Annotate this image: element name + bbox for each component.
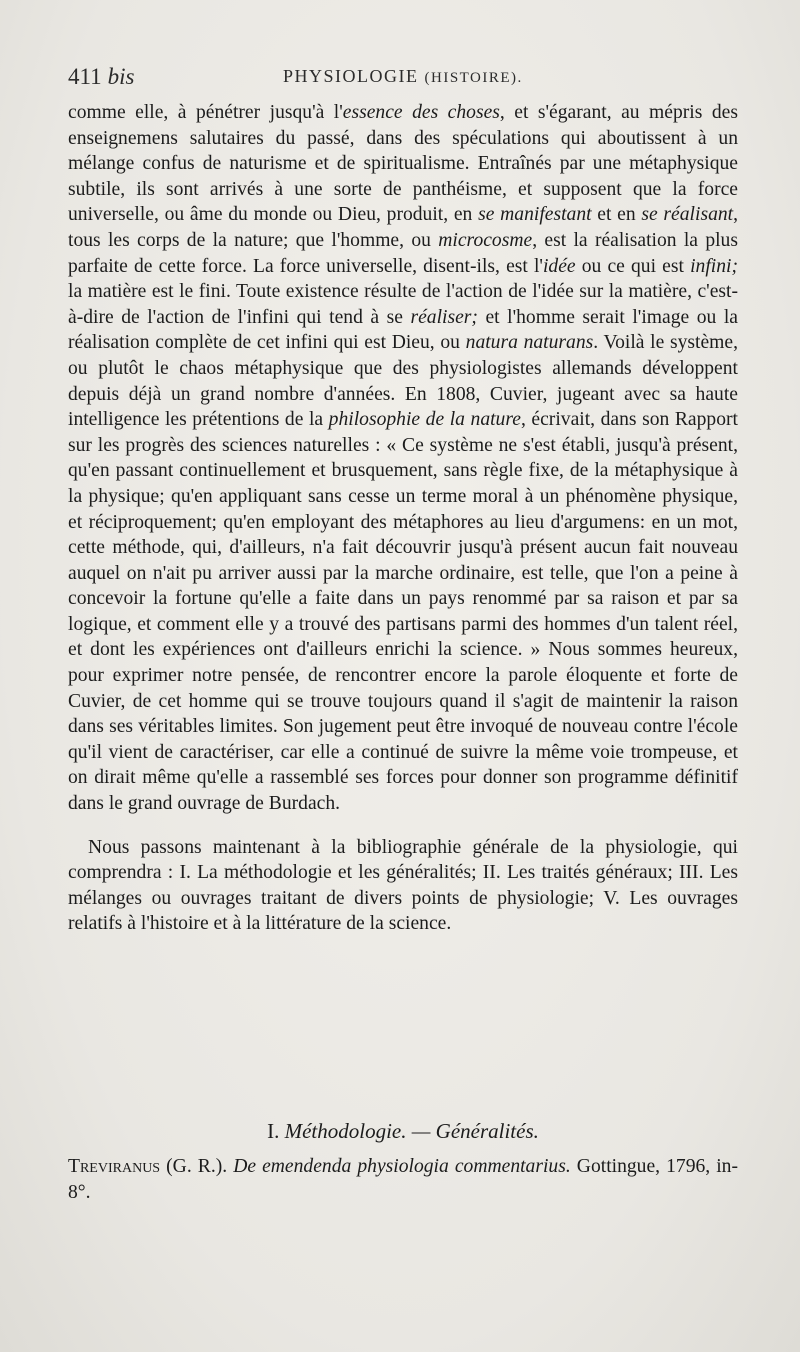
- body-text: [68, 100, 738, 937]
- text-run: , et s'égarant, au mépris des enseignemens salutaires du passé, dans des spéculations qui aboutissent à un mélange confus de naturisme et de spiritualisme. Entraînés par une métaphysique subtile, ils sont arrivés à une sorte de panthéisme, et supposent que la force universelle, ou âme du monde ou Dieu, produit, en: [68, 102, 738, 226]
- italic-phrase: infini;: [690, 255, 738, 277]
- text-run: , tous les corps de la nature; que l'homme, ou: [68, 204, 739, 251]
- folio: [68, 64, 135, 90]
- text-run: , écrivait, dans son Rapport sur les progrès des sciences naturelles : « Ce système ne s'est établi, jusqu'à présent, qu'en passant continuellement et brusquement, sans règle fixe, de la métaphysique à la physique; qu'en appliquant sans cesse un terme moral à un phénomène physique, et réciproquement; qu'en employant des métaphores au lieu d'argumens: en un mot, cette méthode, qui, d'ailleurs, n'a fait découvrir jusqu'à présent aucun fait nouveau auquel on n'ait pu arriver aussi par la marche ordinaire, est telle, que l'on a peine à concevoir la fortune qu'elle a faite dans un pays renommé par sa raison et par sa logique, et comment elle y a trouvé des partisans parmi des hommes d'un talent réel, et dont les expériences ont d'ailleurs enrichi la science. » Nous sommes heureux, pour exprimer notre pensée, de rencontrer encore la parole éloquente et forte de Cuvier, de cet homme qui se trouve toujours quand il s'agit de maintenir la raison dans ses véritables limites. Son jugement peut être invoqué de nouveau contre l'école qu'il vient de caractériser, car elle a continué de suivre la même voie trompeuse, et on dirait même qu'elle a rassemblé ses forces pour donner son programme définitif dans le grand ouvrage de Burdach.: [68, 409, 738, 815]
- running-head: [283, 66, 523, 87]
- folio-number: 411: [68, 64, 102, 89]
- entry-imprint: Gottingue, 1796, in-8°.: [68, 1156, 738, 1203]
- italic-phrase: essence des choses: [342, 102, 500, 123]
- text-run: , est la réalisation la plus parfaite de cette force. La force universelle, disent-ils, est l': [68, 229, 738, 277]
- entry-author-initials: (G. R.).: [166, 1156, 228, 1177]
- text-run: et l'homme serait l'image ou la réalisation complète de cet infini qui est Dieu, ou: [68, 306, 738, 354]
- italic-phrase: philosophie de la nature: [328, 409, 521, 431]
- italic-phrase: se réalisant: [641, 204, 734, 226]
- entry-title: De emendenda physiologia commentarius.: [233, 1156, 571, 1177]
- section-title-text: Méthodologie. — Généralités.: [284, 1119, 539, 1143]
- entry-author: Treviranus: [68, 1156, 161, 1177]
- italic-phrase: se manifestant: [478, 204, 592, 226]
- page-header: [68, 64, 738, 94]
- text-run: . Voilà le système, ou plutôt le chaos métaphysique que des physiologistes allemands développent depuis déjà un grand nombre d'années. En 1808, Cuvier, jugeant avec sa haute intelligence les prétentions de la: [68, 332, 738, 431]
- italic-phrase: réaliser;: [410, 306, 478, 328]
- section-heading: [68, 1119, 738, 1144]
- bibliography-entry: [68, 1154, 738, 1206]
- italic-phrase: natura naturans: [465, 332, 594, 354]
- text-run: la matière est le fini. Toute existence résulte de l'action de l'idée sur la matière, c'est-à-dire de l'action de l'infini qui tend à se: [68, 281, 738, 328]
- folio-suffix: bis: [107, 64, 135, 89]
- text-run: ou ce qui est: [575, 255, 691, 277]
- running-head-subtitle: (HISTOIRE).: [424, 70, 523, 86]
- running-head-title: PHYSIOLOGIE: [283, 66, 419, 86]
- section-number: I.: [267, 1119, 280, 1143]
- text-run: et en: [591, 204, 642, 226]
- paragraph-bibliography-intro: Nous passons maintenant à la bibliographie générale de la physiologie, qui comprendra : I. La méthodologie et les généralités; II. Les traités généraux; III. Les mélanges ou ouvrages traitant de divers points de physiologie; V. Les ouvrages relatifs à l'histoire et à la littérature de la science.: [68, 836, 738, 935]
- italic-phrase: idée: [542, 255, 576, 277]
- text-run: comme elle, à pénétrer jusqu'à l': [68, 102, 343, 123]
- italic-phrase: microcosme: [438, 229, 533, 251]
- paragraph-continued: [68, 100, 738, 817]
